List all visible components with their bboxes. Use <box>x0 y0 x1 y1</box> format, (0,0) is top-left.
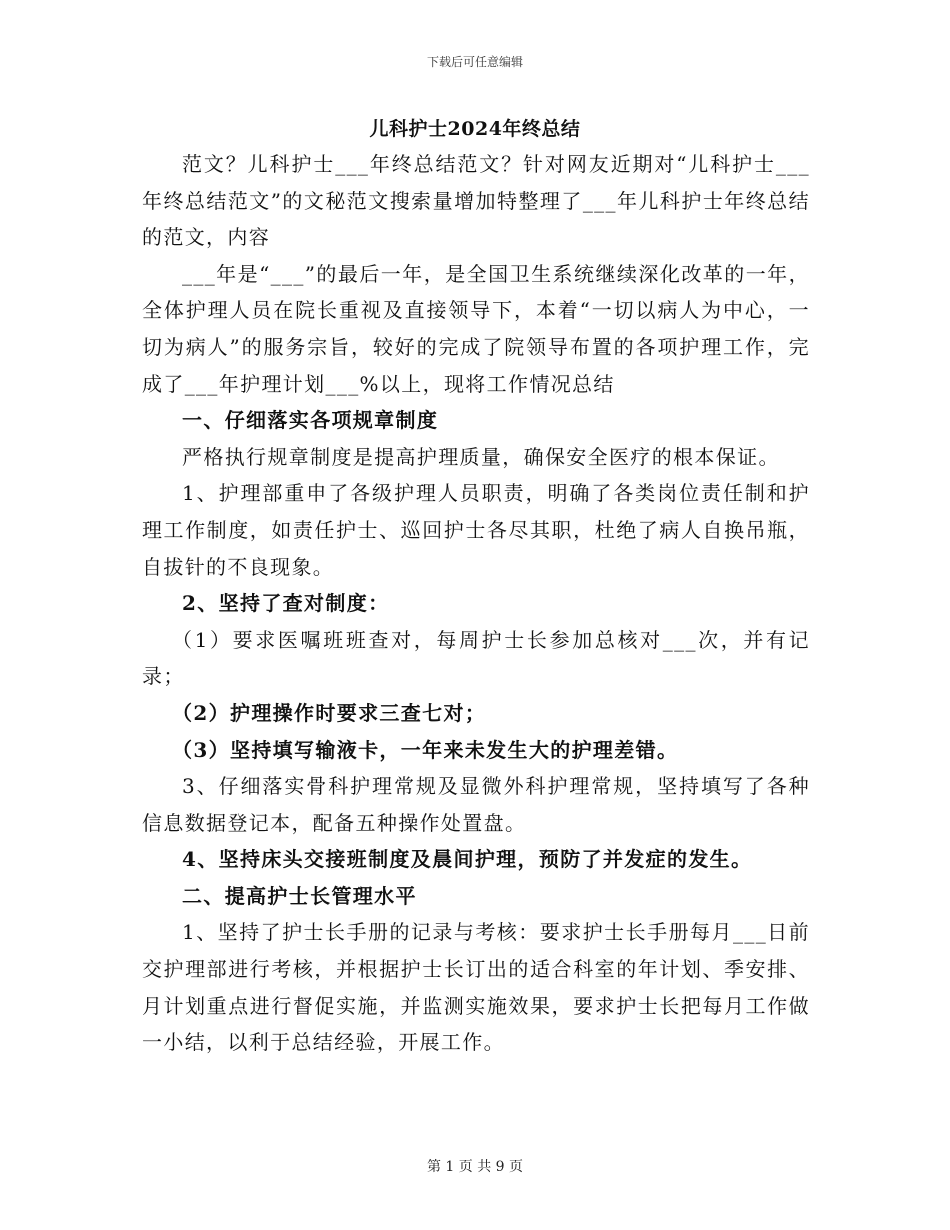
section-heading-1: 一、仔细落实各项规章制度 <box>182 408 439 433</box>
list-item: （3）坚持填写输液卡，一年来未发生大的护理差错。 <box>172 737 679 762</box>
intro-paragraph: 范文？儿科护士___年终总结范文？针对网友近期对“儿科护士___年终总结范文”的文秘范文搜索量增加特整理了___年儿科护士年终总结的范文，内容 <box>142 152 810 250</box>
page-number: 第 1 页 共 9 页 <box>426 1159 524 1175</box>
overview-paragraph: ___年是“___”的最后一年，是全国卫生系统继续深化改革的一年，全体护理人员在院长重视及直接领导下，本着“一切以病人为中心，一切为病人”的服务宗旨，较好的完成了院领导布置的各项护理工作，完成了___年护理计划___%以上，现将工作情况总结 <box>142 261 810 396</box>
subsection-heading: 2、坚持了查对制度： <box>182 591 390 616</box>
header-note: 下载后可任意编辑 <box>426 55 523 69</box>
body-paragraph: 严格执行规章制度是提高护理质量，确保安全医疗的根本保证。 <box>182 444 780 469</box>
body-paragraph: 3、仔细落实骨科护理常规及显微外科护理常规，坚持填写了各种信息数据登记本，配备五种操作处置盘。 <box>142 774 810 835</box>
document-title: 儿科护士2024年终总结 <box>369 118 581 140</box>
list-item: （1）要求医嘱班班查对，每周护士长参加总核对___次，并有记录； <box>142 627 810 689</box>
document-body <box>142 146 810 1061</box>
subsection-heading: 4、坚持床头交接班制度及晨间护理，预防了并发症的发生。 <box>182 847 753 872</box>
body-paragraph: 1、护理部重申了各级护理人员职责，明确了各类岗位责任制和护理工作制度，如责任护士、巡回护士各尽其职，杜绝了病人自换吊瓶，自拔针的不良现象。 <box>142 481 810 579</box>
body-paragraph: 1、坚持了护士长手册的记录与考核：要求护士长手册每月___日前交护理部进行考核，并根据护士长订出的适合科室的年计划、季安排、月计划重点进行督促实施，并监测实施效果，要求护士长把每月工作做一小结，以利于总结经验，开展工作。 <box>142 920 810 1055</box>
list-item: （2）护理操作时要求三查七对； <box>172 700 487 725</box>
section-heading-2: 二、提高护士长管理水平 <box>182 883 417 908</box>
